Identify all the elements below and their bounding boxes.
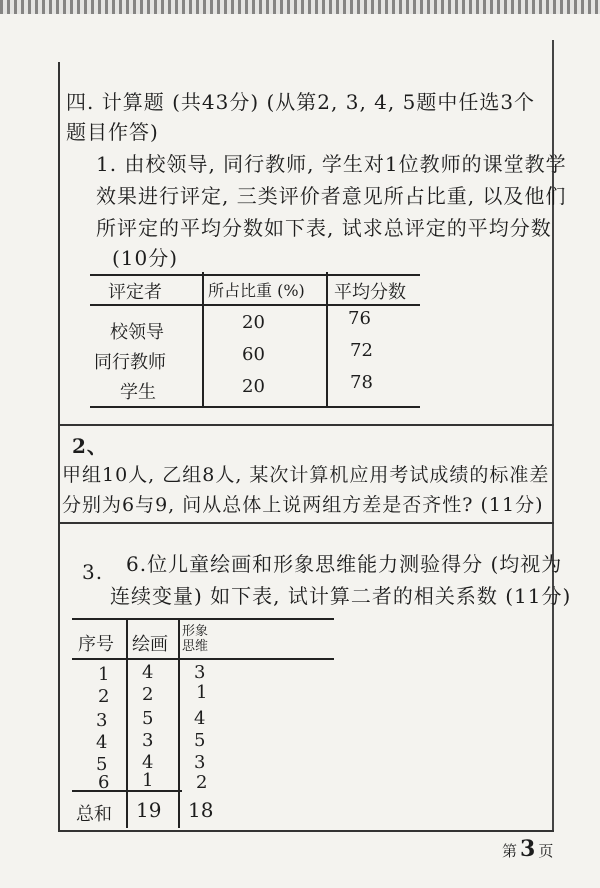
q1-line2: 效果进行评定, 三类评价者意见所占比重, 以及他们	[96, 184, 567, 208]
page-suffix: 页	[538, 842, 554, 860]
q3-row-b: 5	[194, 730, 206, 751]
q1-row-who: 学生	[120, 382, 156, 403]
q3-row-a: 5	[142, 708, 154, 729]
left-margin-line	[58, 62, 60, 832]
page-number	[502, 836, 553, 862]
q1-table-divider	[202, 272, 204, 406]
q3-row-b: 1	[196, 682, 208, 703]
page-prefix: 第	[502, 842, 518, 860]
q2-line1: 甲组10人, 乙组8人, 某次计算机应用考试成绩的标准差	[62, 464, 550, 486]
q3-row-b: 4	[194, 708, 206, 729]
q3-number: 3.	[82, 560, 104, 584]
q3-row-n: 5	[96, 754, 108, 775]
section-title-line1: 四. 计算题 (共43分) (从第2, 3, 4, 5题中任选3个	[66, 90, 536, 114]
q1-row-weight: 20	[242, 312, 265, 333]
page-bottom-rule	[58, 830, 554, 832]
q1-table-bottom-rule	[90, 406, 420, 408]
q3-row-b: 3	[194, 662, 206, 683]
q1-row-who: 校领导	[110, 322, 164, 343]
page-number-value: 3	[520, 836, 536, 862]
q2-line2: 分别为6与9, 问从总体上说两组方差是否齐性? (11分)	[62, 494, 544, 516]
q1-line3: 所评定的平均分数如下表, 试求总评定的平均分数	[96, 216, 552, 240]
q1-table-divider	[326, 272, 328, 406]
q3-table-header-rule	[72, 658, 334, 660]
q1-header-weight: 所占比重 (%)	[208, 281, 305, 300]
q1-row-who: 同行教师	[94, 352, 166, 373]
q3-total-label: 总和	[76, 804, 112, 825]
q3-row-b: 3	[194, 752, 206, 773]
section-title-line2: 题目作答)	[66, 120, 159, 144]
q3-row-a: 2	[142, 684, 154, 705]
q1-header-score: 平均分数	[334, 282, 406, 303]
q3-row-n: 1	[98, 664, 110, 685]
q1-header-who: 评定者	[108, 282, 162, 303]
q1-row-score: 72	[350, 340, 373, 361]
section-divider	[58, 424, 554, 426]
q3-row-a: 4	[142, 662, 154, 683]
q3-row-n: 2	[98, 686, 110, 707]
q3-line1: 6.位儿童绘画和形象思维能力测验得分 (均视为	[126, 552, 563, 576]
q3-header-a: 绘画	[132, 634, 168, 655]
q3-table	[72, 618, 334, 828]
q3-row-n: 6	[98, 772, 110, 793]
q3-header-n: 序号	[78, 634, 114, 655]
q3-table-divider	[126, 618, 128, 828]
q3-row-a: 1	[142, 770, 154, 791]
q3-row-b: 2	[196, 772, 208, 793]
q1-table-header-rule	[90, 304, 420, 306]
q1-row-score: 76	[348, 308, 371, 329]
q3-total-b: 18	[188, 798, 214, 822]
q1-table-top-rule	[90, 274, 420, 276]
q1-row-weight: 60	[242, 344, 265, 365]
q1-line1: 1. 由校领导, 同行教师, 学生对1位教师的课堂教学	[96, 152, 567, 176]
q2-number: 2、	[72, 434, 108, 458]
q3-row-a: 4	[142, 752, 154, 773]
q1-line4: (10分)	[112, 246, 179, 270]
q1-table	[90, 266, 418, 406]
q3-header-b: 形象思维	[182, 624, 209, 654]
q3-line2: 连续变量) 如下表, 试计算二者的相关系数 (11分)	[110, 584, 572, 608]
scan-edge	[0, 0, 600, 14]
q3-table-top-rule	[72, 618, 334, 620]
q1-row-weight: 20	[242, 376, 265, 397]
q3-table-divider	[178, 618, 180, 828]
q3-total-a: 19	[136, 798, 162, 822]
q3-row-a: 3	[142, 730, 154, 751]
section-divider	[58, 522, 554, 524]
q1-row-score: 78	[350, 372, 373, 393]
q3-row-n: 4	[96, 732, 108, 753]
q3-row-n: 3	[96, 710, 108, 731]
